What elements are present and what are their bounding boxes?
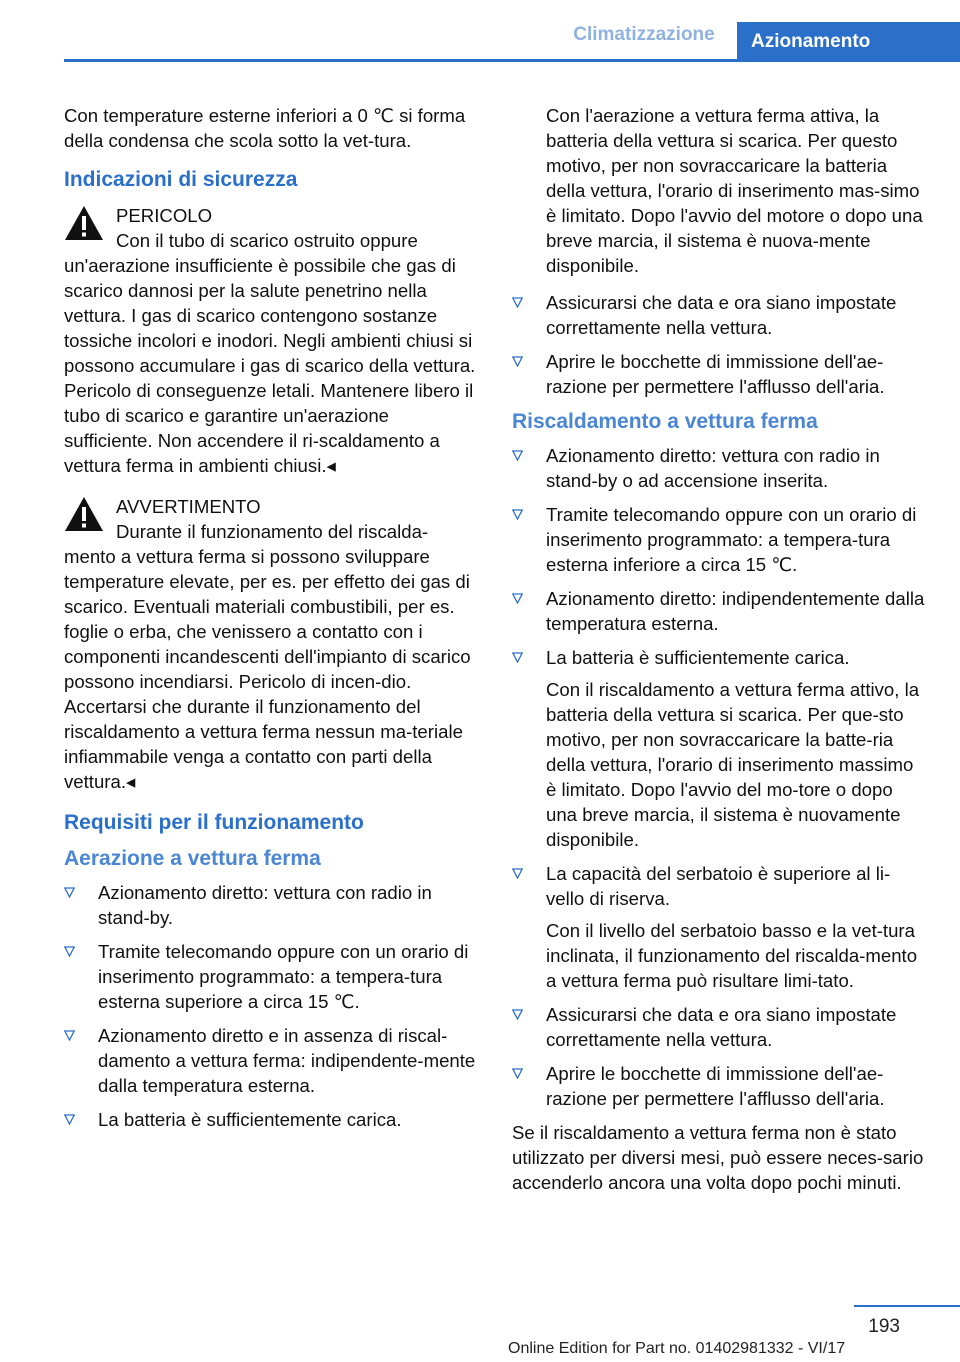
list-item: La batteria è sufficientemente carica. Con il riscaldamento a vettura ferma attivo, la batteria della vettura si scarica. Per que‐sto motivo, per non sovraccaricare la batte‐ria della vettura, l'orario di inserimento massimo è limitato. Dopo l'avvio del mo‐tore o dopo una breve marcia, il sistema è nuovamente disponibile. [512,645,928,852]
active-tab: Azionamento [737,22,960,59]
caution-first-line: Durante il funzionamento del riscalda‐ [116,521,429,542]
caution-text: mento a vettura ferma si possono sviluppare temperature elevate, per es. per effetto dei gas di scarico. Eventuali materiali combustibili, per es. foglie o erba, che venissero a contatto con i componenti incandescenti dell'impianto di scarico possono incendiarsi. Pericolo di incen‐dio. Accertarsi che durante il funzionamento del riscaldamento a vettura ferma nessun ma‐teriale infiammabile venga a contatto con parti della vettura.◂ [64,546,471,792]
list-item: Aprire le bocchette di immissione dell'ae‐razione per permettere l'afflusso dell'aria. [512,349,928,399]
warning-triangle-icon [64,205,104,241]
ventilation-heading: Aerazione a vettura ferma [64,847,321,870]
list-item-note: Con il riscaldamento a vettura ferma attivo, la batteria della vettura si scarica. Per que‐sto motivo, per non sovraccaricare la batte‐ria della vettura, l'orario di inserimento massimo è limitato. Dopo l'avvio del mo‐tore o dopo una breve marcia, il sistema è nuovamente disponibile. [546,679,920,850]
warning-triangle-icon [64,496,104,532]
closing-paragraph: Se il riscaldamento a vettura ferma non è stato utilizzato per diversi mesi, può essere neces‐sario accenderlo ancora una volta dopo pochi minuti. [512,1122,924,1193]
danger-notice [64,203,478,478]
ventilation-list [64,880,478,1132]
list-item: La capacità del serbatoio è superiore al li‐vello di riserva. Con il livello del serbatoio basso e la vet‐tura inclinata, il funzionamento del riscalda‐mento a vettura ferma può risultare limi‐tato. [512,861,928,993]
list-item: Azionamento diretto: vettura con radio in stand-by o ad accensione inserita. [512,443,928,493]
ventilation-list-continued [512,290,928,399]
list-item: Tramite telecomando oppure con un orario di inserimento programmato: a tempera‐tura esterna inferiore a circa 15 ℃. [512,502,928,577]
triangle-bullet-icon [512,1068,523,1079]
heating-heading: Riscaldamento a vettura ferma [512,410,818,433]
danger-title: PERICOLO [116,205,213,226]
list-item: Assicurarsi che data e ora siano impostate correttamente nella vettura. [512,290,928,340]
danger-text: un'aerazione insufficiente è possibile che gas di scarico dannosi per la salute penetrino nella vettura. I gas di scarico contengono sostanze tossiche incolori e inodori. Negli ambienti chiusi si possono accumulare i gas di scarico della vettura. Pericolo di conseguenze letali. Mantenere libero il tubo di scarico e garantire un'aerazione sufficiente. Non accendere il ri‐scaldamento a vettura ferma in ambienti chiusi.◂ [64,255,476,476]
triangle-bullet-icon [64,1114,75,1125]
triangle-bullet-icon [64,1030,75,1041]
page-number: 193 [868,1316,900,1337]
triangle-bullet-icon [512,868,523,879]
triangle-bullet-icon [64,946,75,957]
heating-list [512,443,928,1111]
list-item: Azionamento diretto: indipendentemente dalla temperatura esterna. [512,586,928,636]
caution-title: AVVERTIMENTO [116,496,261,517]
list-item: La batteria è sufficientemente carica. [64,1107,478,1132]
triangle-bullet-icon [512,450,523,461]
list-item: Azionamento diretto e in assenza di riscal‐damento a vettura ferma: indipendente‐mente dalla temperatura esterna. [64,1023,478,1098]
triangle-bullet-icon [512,593,523,604]
safety-heading: Indicazioni di sicurezza [64,168,298,191]
triangle-bullet-icon [512,652,523,663]
requirements-heading: Requisiti per il funzionamento [64,811,364,834]
triangle-bullet-icon [64,887,75,898]
header-rule [64,59,960,62]
right-column [512,103,928,1207]
caution-notice [64,494,478,794]
triangle-bullet-icon [512,509,523,520]
page-header [0,0,960,62]
triangle-bullet-icon [512,356,523,367]
list-item: Azionamento diretto: vettura con radio in stand-by. [64,880,478,930]
danger-first-line: Con il tubo di scarico ostruito oppure [116,230,418,251]
list-item: Aprire le bocchette di immissione dell'ae‐razione per permettere l'afflusso dell'aria. [512,1061,928,1111]
footer-rule [854,1305,960,1307]
list-item: Assicurarsi che data e ora siano impostate correttamente nella vettura. [512,1002,928,1052]
edition-note: Online Edition for Part no. 01402981332 - VI/17 [508,1340,846,1357]
triangle-bullet-icon [512,1009,523,1020]
ventilation-continued: Con l'aerazione a vettura ferma attiva, la batteria della vettura si scarica. Per questo motivo, per non sovraccaricare la batteria della vettura, l'orario di inserimento mas‐simo è limitato. Dopo l'avvio del motore o dopo una breve marcia, il sistema è nuova‐mente disponibile. [546,105,923,276]
section-tab: Climatizzazione [573,24,715,45]
list-item: Tramite telecomando oppure con un orario di inserimento programmato: a tempera‐tura esterna superiore a circa 15 ℃. [64,939,478,1014]
left-column [64,103,478,1141]
triangle-bullet-icon [512,297,523,308]
intro-paragraph: Con temperature esterne inferiori a 0 ℃ si forma della condensa che scola sotto la vet‐tura. [64,105,466,151]
list-item-note: Con il livello del serbatoio basso e la vet‐tura inclinata, il funzionamento del riscalda‐mento a vettura ferma può risultare limi‐tato. [546,920,918,991]
